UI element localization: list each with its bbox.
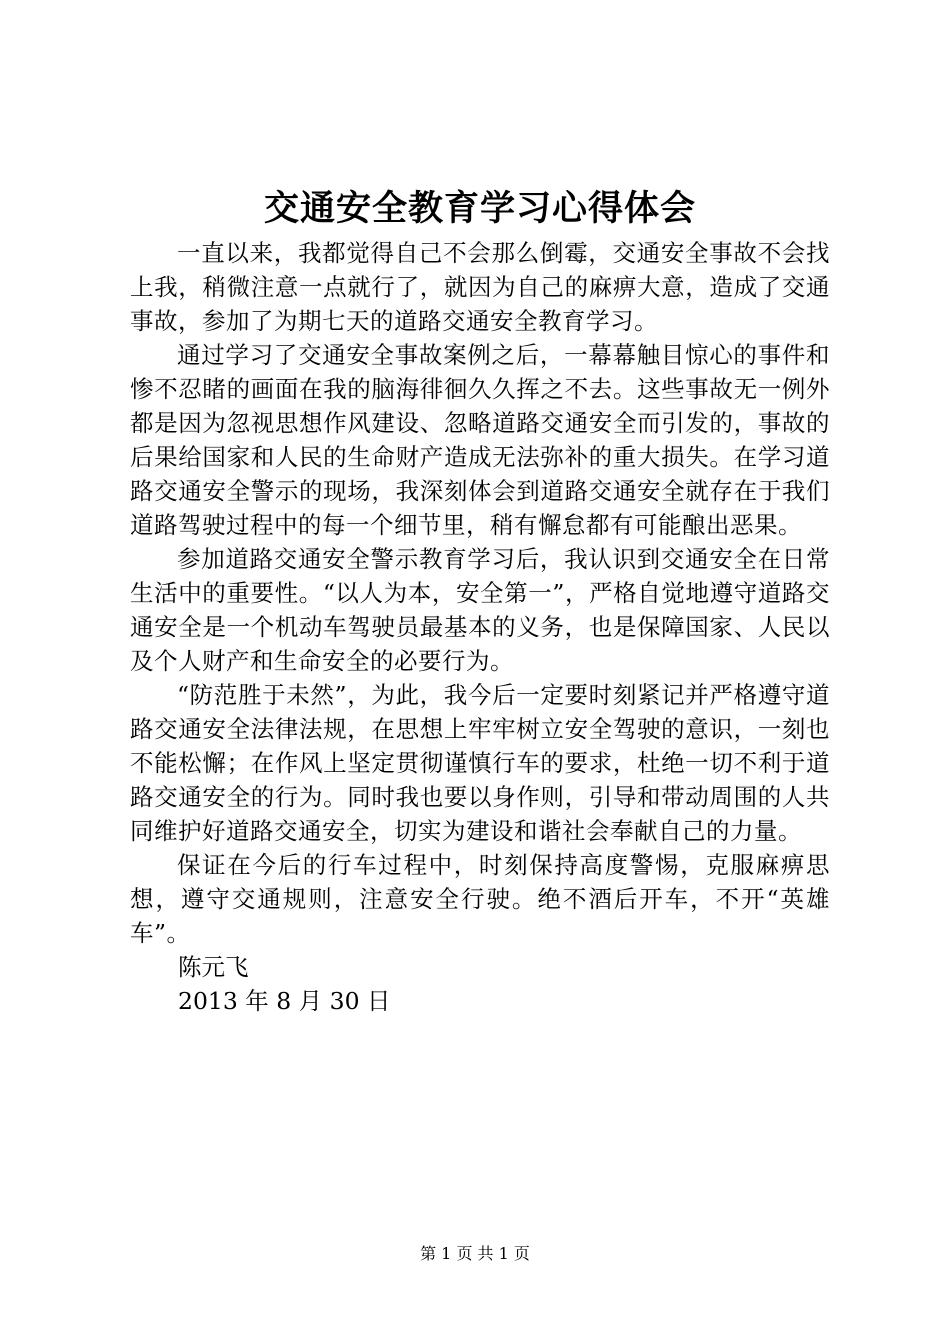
paragraph-5: 保证在今后的行车过程中，时刻保持高度警惕，克服麻痹思想，遵守交通规则，注意安全行驶。绝不酒后开车，不开“英雄车”。 [130, 851, 830, 947]
author-name: 陈元飞 [178, 953, 249, 981]
document-title: 交通安全教育学习心得体会 [263, 188, 696, 229]
paragraph-4: “防范胜于未然”，为此，我今后一定要时刻紧记并严格遵守道路交通安全法律法规，在思想上牢牢树立安全驾驶的意识，一刻也不能松懈；在作风上坚定贯彻谨慎行车的要求，杜绝一切不利于道路交通安全的行为。同时我也要以身作则，引导和带动周围的人共同维护好道路交通安全，切实为建设和谐社会奉献自己的力量。 [130, 681, 830, 845]
document-body [130, 236, 830, 1018]
page-footer: 第 1 页 共 1 页 [420, 1244, 530, 1263]
paragraph-2: 通过学习了交通安全事故案例之后，一幕幕触目惊心的事件和惨不忍睹的画面在我的脑海徘徊久久挥之不去。这些事故无一例外都是因为忽视思想作风建设、忽略道路交通安全而引发的，事故的后果给国家和人民的生命财产造成无法弥补的重大损失。在学习道路交通安全警示的现场，我深刻体会到道路交通安全就存在于我们道路驾驶过程中的每一个细节里，稍有懈怠都有可能酿出恶果。 [130, 341, 830, 539]
paragraph-3: 参加道路交通安全警示教育学习后，我认识到交通安全在日常生活中的重要性。“以人为本，安全第一”，严格自觉地遵守道路交通安全是一个机动车驾驶员最基本的义务，也是保障国家、人民以及个人财产和生命安全的必要行为。 [130, 545, 830, 675]
paragraph-1: 一直以来，我都觉得自己不会那么倒霉，交通安全事故不会找上我，稍微注意一点就行了，就因为自己的麻痹大意，造成了交通事故，参加了为期七天的道路交通安全教育学习。 [130, 239, 830, 335]
document-date: 2013 年 8 月 30 日 [178, 987, 391, 1015]
